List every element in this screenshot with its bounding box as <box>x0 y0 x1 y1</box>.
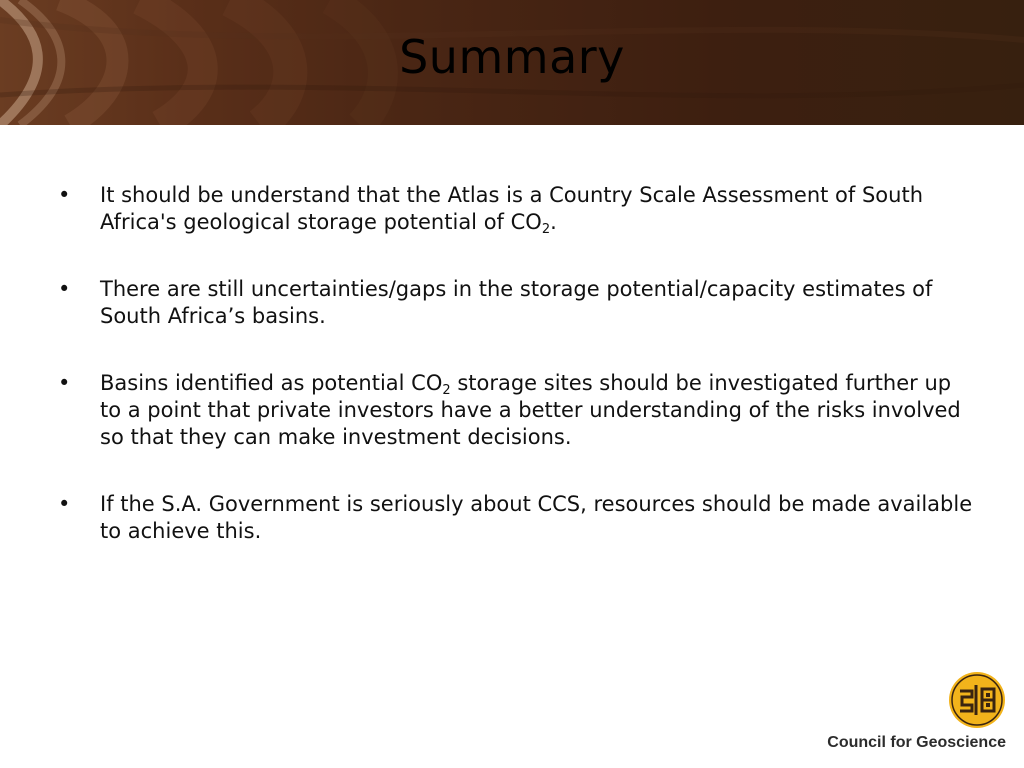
bullet-text-end: storage sites should be investigated further up to a point that private investors have a better understanding of the risks involved so that they can make investment decisions. <box>100 371 961 449</box>
organization-name: Council for Geoscience <box>827 734 1006 751</box>
subscript: 2 <box>541 222 551 237</box>
slide-title: Summary <box>399 30 625 84</box>
bullet-text: There are still uncertainties/gaps in the storage potential/capacity estimates of South Africa’s basins. <box>100 277 933 328</box>
title-banner <box>0 0 1024 125</box>
bullet-marker: • <box>58 371 71 395</box>
bullet-text: Basins identified as potential CO <box>100 371 443 395</box>
council-for-geoscience-logo-icon <box>948 671 1006 729</box>
bullet-marker: • <box>58 492 71 516</box>
bullet-marker: • <box>58 277 71 301</box>
bullet-item <box>58 182 978 236</box>
bullet-text-end: . <box>550 210 557 234</box>
bullet-item <box>58 370 978 451</box>
subscript: 2 <box>442 383 451 398</box>
bullet-text: It should be understand that the Atlas is a Country Scale Assessment of South Africa's geological storage potential of CO <box>100 183 924 234</box>
bullet-item <box>58 276 978 330</box>
bullet-item <box>58 491 978 545</box>
bullet-list <box>58 182 978 585</box>
bullet-marker: • <box>58 183 71 207</box>
bullet-text: If the S.A. Government is seriously about CCS, resources should be made available to achieve this. <box>100 492 973 543</box>
